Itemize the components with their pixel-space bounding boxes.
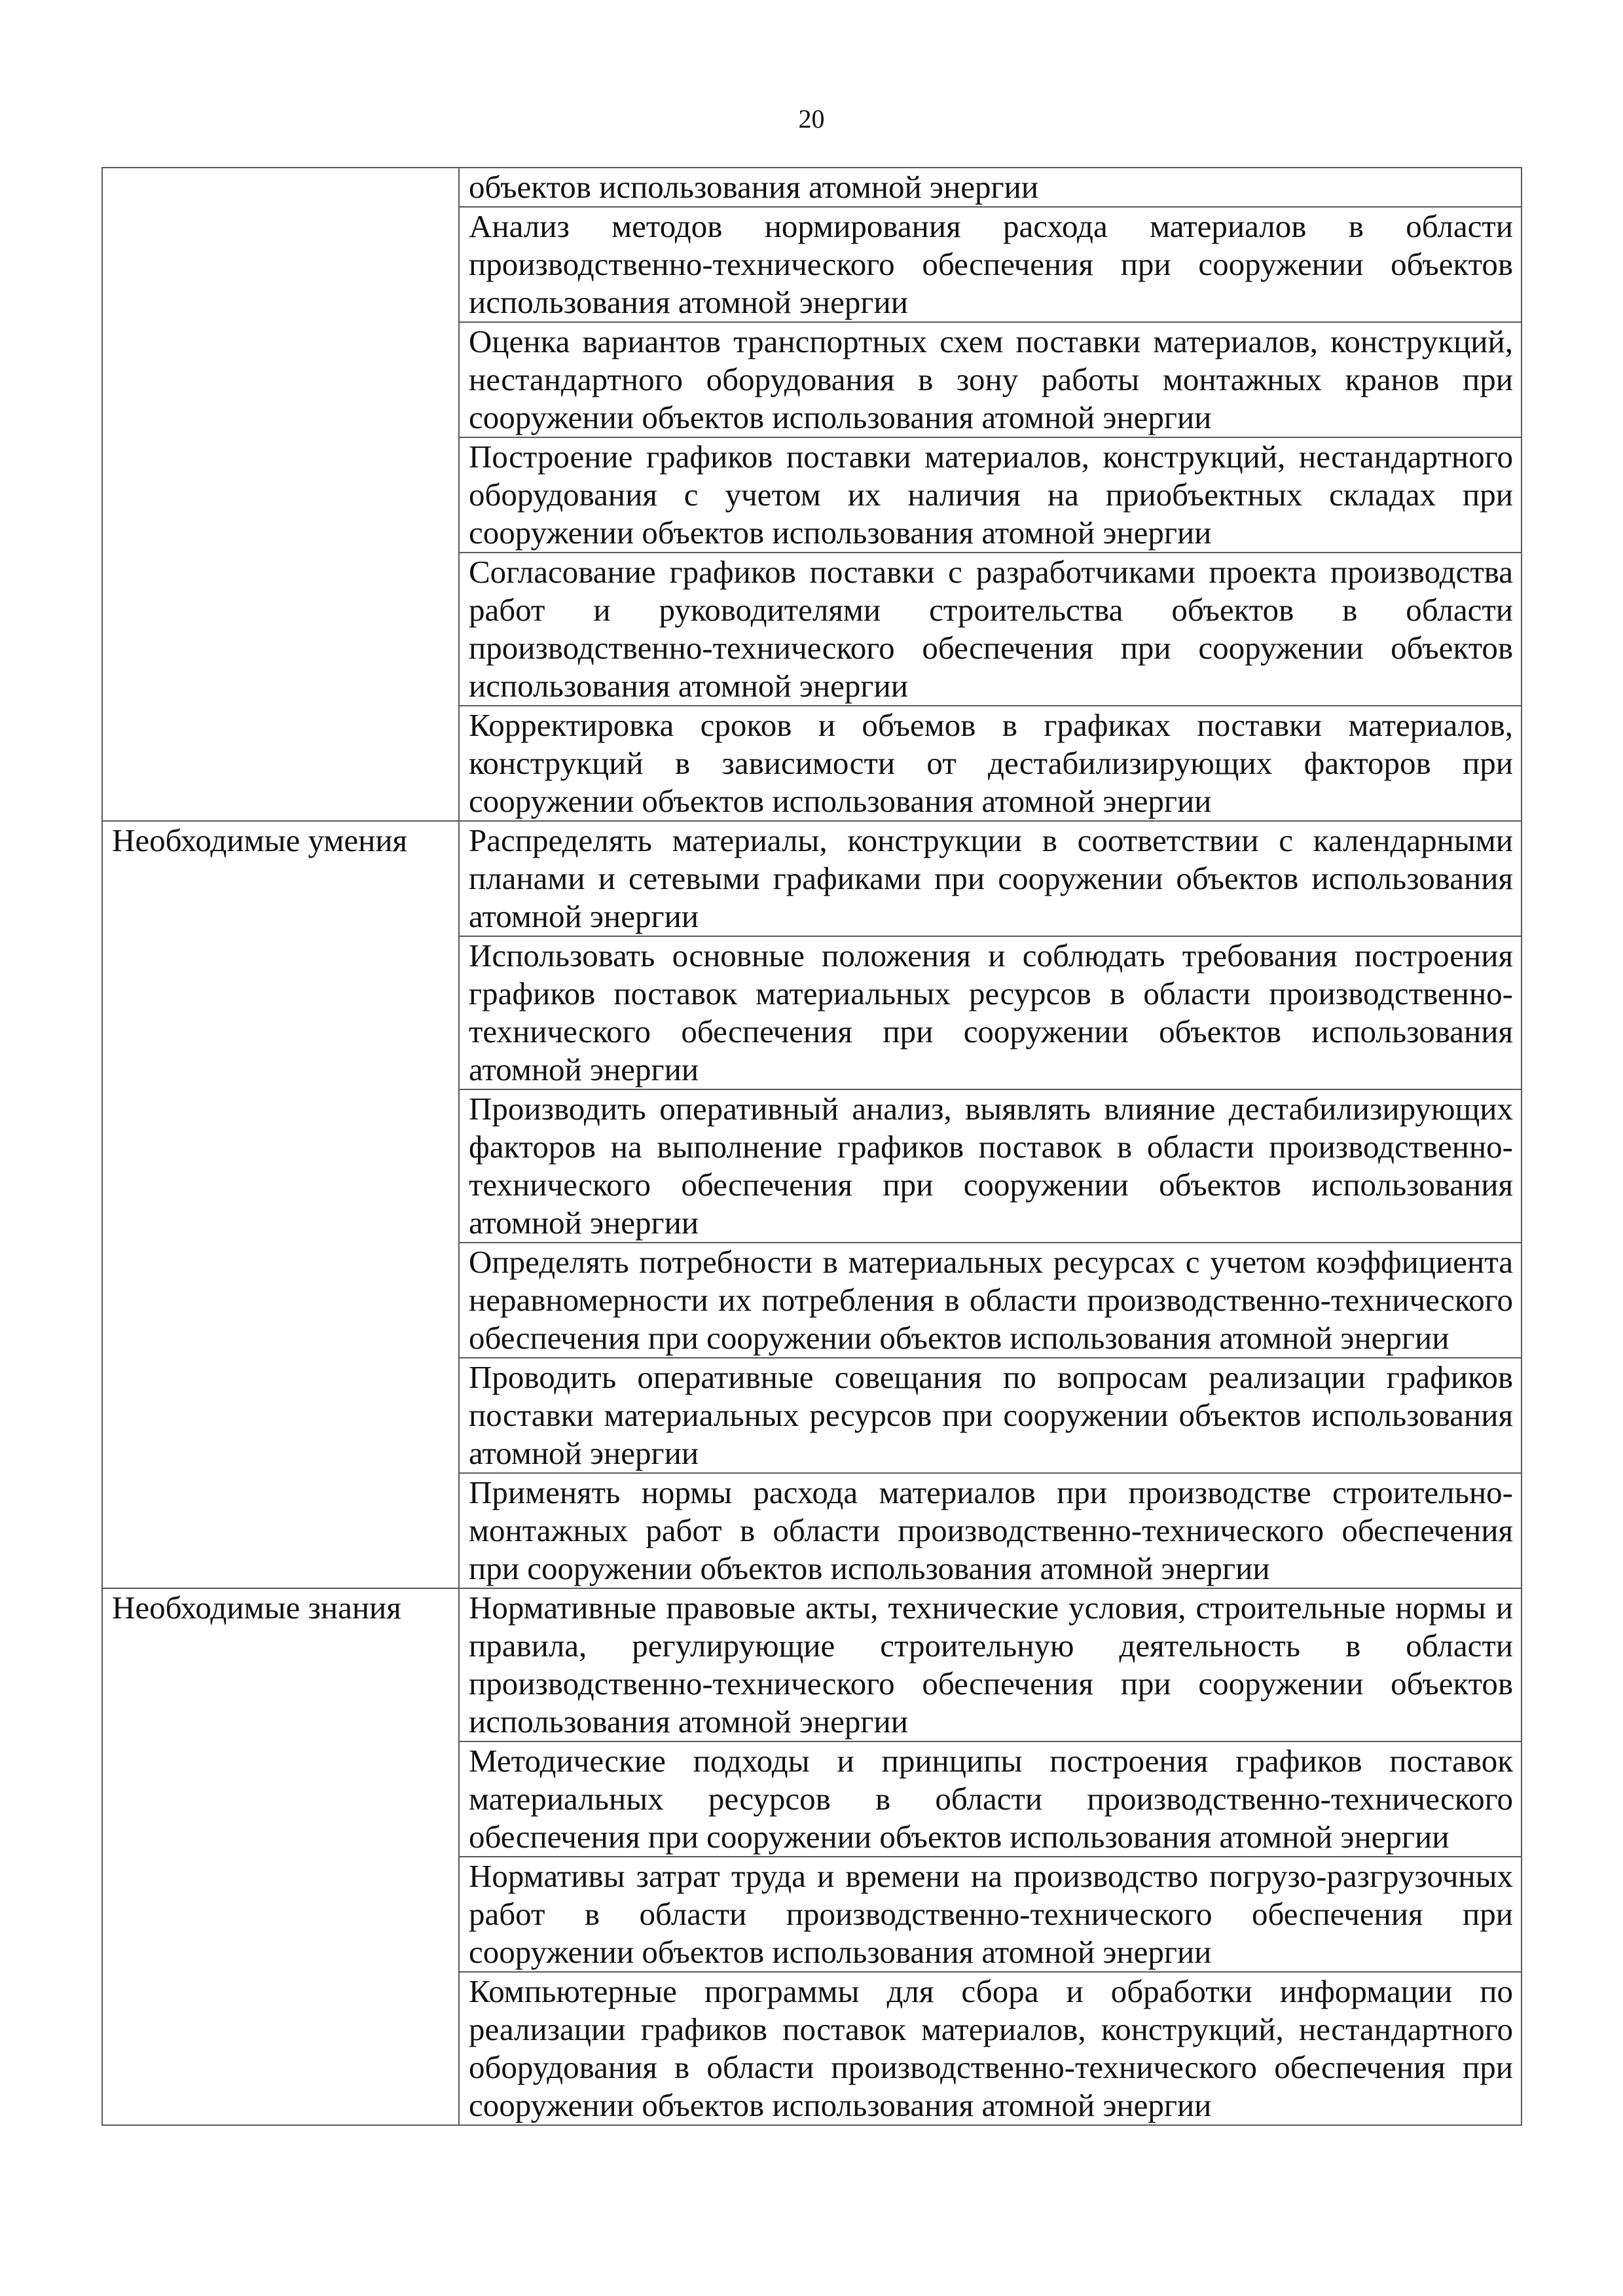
table-cell: Компьютерные программы для сбора и обработки информации по реализации графиков поставок материалов, конструкций, нестандартного оборудования в области производственно-технического обеспечения при сооружении объектов использования атомной энергии [459,1972,1522,2125]
section-label-knowledge: Необходимые знания [102,1588,459,2125]
table-cell: Построение графиков поставки материалов, конструкций, нестандартного оборудования с учетом их наличия на приобъектных складах при сооружении объектов использования атомной энергии [459,437,1522,553]
table-cell: Производить оперативный анализ, выявлять влияние дестабилизирующих факторов на выполнение графиков поставок в области производственно-технического обеспечения при сооружении объектов использования атомной энергии [459,1089,1522,1243]
table-cell: Нормативы затрат труда и времени на производство погрузо-разгрузочных работ в области производственно-технического обеспечения при сооружении объектов использования атомной энергии [459,1857,1522,1972]
table-cell: Распределять материалы, конструкции в соответствии с календарными планами и сетевыми графиками при сооружении объектов использования атомной энергии [459,821,1522,936]
table-cell: Применять нормы расхода материалов при производстве строительно-монтажных работ в области производственно-технического обеспечения при сооружении объектов использования атомной энергии [459,1473,1522,1588]
table-cell: Корректировка сроков и объемов в графиках поставки материалов, конструкций в зависимости от дестабилизирующих факторов при сооружении объектов использования атомной энергии [459,706,1522,821]
table-row [102,168,1522,207]
table-cell: Анализ методов нормирования расхода материалов в области производственно-технического обеспечения при сооружении объектов использования атомной энергии [459,207,1522,322]
table-cell: Согласование графиков поставки с разработчиками проекта производства работ и руководителями строительства объектов в области производственно-технического обеспечения при сооружении объектов использования атомной энергии [459,553,1522,706]
table-cell: Использовать основные положения и соблюдать требования построения графиков поставок материальных ресурсов в области производственно-технического обеспечения при сооружении объектов использования атомной энергии [459,936,1522,1089]
table-cell: Определять потребности в материальных ресурсах с учетом коэффициента неравномерности их потребления в области производственно-технического обеспечения при сооружении объектов использования атомной энергии [459,1243,1522,1358]
table-row [102,1588,1522,1741]
section-label-skills: Необходимые умения [102,821,459,1588]
table-cell: объектов использования атомной энергии [459,168,1522,207]
requirements-table [101,167,1522,2126]
table-cell: Нормативные правовые акты, технические условия, строительные нормы и правила, регулирующие строительную деятельность в области производственно-технического обеспечения при сооружении объектов использования атомной энергии [459,1588,1522,1741]
table-cell: Оценка вариантов транспортных схем поставки материалов, конструкций, нестандартного оборудования в зону работы монтажных кранов при сооружении объектов использования атомной энергии [459,322,1522,437]
table-cell: Проводить оперативные совещания по вопросам реализации графиков поставки материальных ресурсов при сооружении объектов использования атомной энергии [459,1358,1522,1473]
table-row [102,821,1522,936]
section-label-continuation [102,168,459,821]
table-cell: Методические подходы и принципы построения графиков поставок материальных ресурсов в области производственно-технического обеспечения при сооружении объектов использования атомной энергии [459,1741,1522,1857]
page-number: 20 [798,104,825,134]
